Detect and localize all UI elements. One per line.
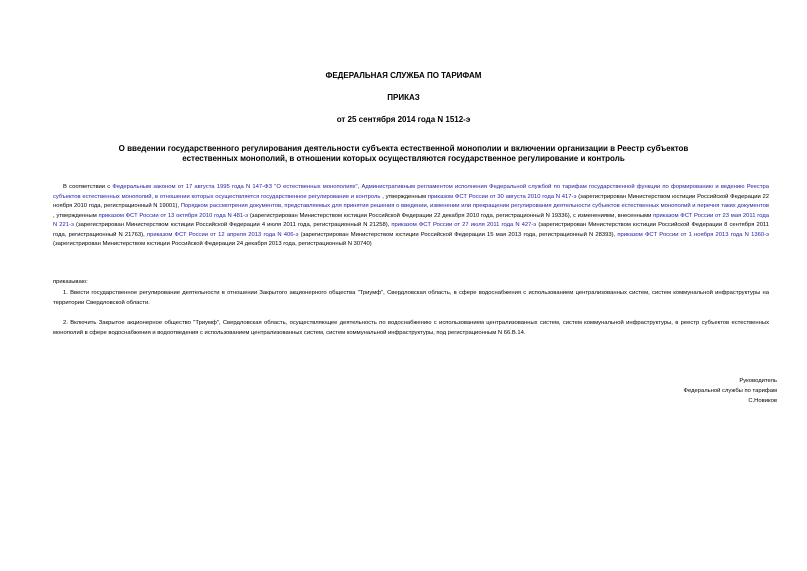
link-procedure[interactable]: Порядком рассмотрения документов, представляемых для принятия решения о введении, изменении или прекращении регулирования деятельности субъектов естественных монополий и перечня таких документов <box>180 203 769 209</box>
link-order-481[interactable]: приказом ФСТ России от 13 октября 2010 года N 481-э <box>98 212 249 219</box>
order-item-2-text: 2. Включить Закрытое акционерное общество "Триумф", Свердловская область, осуществляющее деятельность по водоснабжению с использованием централизованных систем, систем коммунальной инфраструктуры, в реестр субъектов естественных монополий в сфере водоснабжения и водоотведения с использованием централизованных систем, систем коммунальной инфраструктуры, под регистрационным N 66.В.14. <box>53 320 769 336</box>
link-order-1360[interactable]: приказом ФСТ России от 1 ноября 2013 года N 1360-э <box>617 231 769 238</box>
text-segment: (зарегистрирован Министерством юстиции Российской Федерации 22 ноября 2010 года, регистрационный N 19001), <box>53 193 770 209</box>
order-item-1-text: 1. Ввести государственное регулирование деятельности в отношении Закрытого акционерного общества "Триумф", Свердловская область, в сфере водоснабжения с использованием централизованных систем, систем коммунальной инфраструктуры на территории Свердловской области. <box>53 290 769 306</box>
signatory-name: С.Новиков <box>748 398 777 404</box>
signatory-agency: Федеральной службы по тарифам <box>683 388 777 394</box>
text-segment: (зарегистрирован Министерством юстиции Российской Федерации 22 декабря 2010 года, регистрационный N 19336), с изменениями, внесенными <box>248 212 654 219</box>
text-segment: (зарегистрирован Министерством юстиции Российской Федерации 8 сентября 2011 года, регистрационный N 21763), <box>53 222 770 238</box>
order-item-2 <box>53 319 769 338</box>
text-segment: (зарегистрирован Министерством юстиции Российской Федерации 4 июля 2011 года, регистрационный N 21258), <box>73 222 392 228</box>
link-order-221[interactable]: приказом ФСТ России от 23 мая 2011 года N 221-э <box>53 212 769 228</box>
preamble-paragraph <box>53 183 769 250</box>
link-federal-law[interactable]: Федеральным законом от 17 августа 1995 года N 147-ФЗ "О естественных монополиях" <box>112 184 358 190</box>
text-segment: (зарегистрирован Министерством юстиции Российской Федерации 15 мая 2013 года, регистрационный N 28393), <box>298 231 618 238</box>
signature-block <box>477 376 777 406</box>
order-word: приказываю: <box>53 279 88 285</box>
document-date-number: от 25 сентября 2014 года N 1512-э <box>336 115 471 124</box>
link-order-417[interactable]: приказом ФСТ России от 30 августа 2010 года N 417-э <box>427 193 577 200</box>
order-item-1 <box>53 289 769 308</box>
text-segment: В соответствии с <box>63 184 113 190</box>
text-segment: , утвержденным <box>380 193 428 200</box>
link-order-427[interactable]: приказом ФСТ России от 27 июля 2011 года N 427-э <box>391 222 537 228</box>
text-segment: , <box>357 184 362 190</box>
agency-title: ФЕДЕРАЛЬНАЯ СЛУЖБА ПО ТАРИФАМ <box>325 71 482 80</box>
link-admin-regulation[interactable]: Административным регламентом исполнения Федеральной службой по тарифам государственной функции по формированию и ведению Реестра субъектов естественных монополий, в отношении которых осуществляется государственное регулирование и контроль <box>53 184 769 200</box>
text-segment: (зарегистрирован Министерством юстиции Российской Федерации 24 декабря 2013 года, регистрационный N 30740) <box>53 241 372 247</box>
signatory-position: Руководитель <box>739 378 777 384</box>
link-order-406[interactable]: приказом ФСТ России от 12 апреля 2013 года N 406-э <box>146 231 299 238</box>
document-type: ПРИКАЗ <box>387 93 420 102</box>
document-title: О введении государственного регулирования деятельности субъекта естественной монополии и включении организации в Реестр субъектов естественных монополий, в отношении которых осуществляются государственное регулирование и контроль <box>118 144 689 163</box>
text-segment: , утвержденным <box>53 212 99 219</box>
